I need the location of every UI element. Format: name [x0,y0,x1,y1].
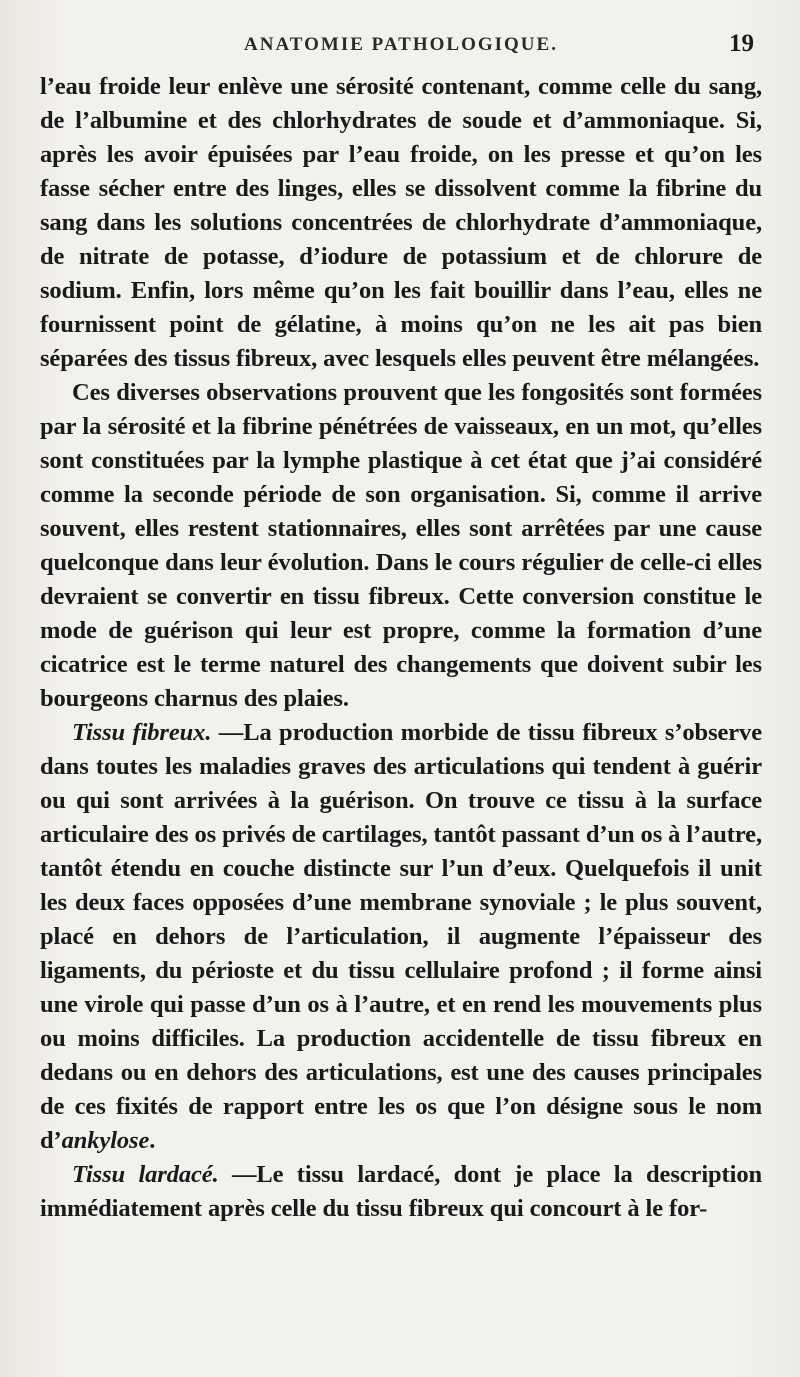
paragraph-text: —La production morbide de tissu fibreux s’observe dans toutes les maladies graves des articulations qui tendent à guérir ou qui sont arrivées à la guérison. On trouve ce tissu à la surface articulaire des os privés de cartilages, tantôt passant d’un os à l’autre, tantôt étendu en couche distincte sur l’un d’eux. Quelquefois il unit les deux faces opposées d’une membrane synoviale ; le plus souvent, placé en dehors de l’articulation, il augmente l’épaisseur des ligaments, du périoste et du tissu cellulaire profond ; il forme ainsi une virole qui passe d’un os à l’autre, et en rend les mouvements plus ou moins difficiles. La production accidentelle de tissu fibreux en dedans ou en dehors des articulations, est une des causes principales de ces fixités de rapport entre les os que l’on désigne sous le nom d’ [40,719,762,1154]
section-heading-tissu-fibreux: Tissu fibreux. [72,719,212,746]
section-heading-tissu-lardace: Tissu lardacé. [72,1161,219,1188]
running-header [40,28,762,68]
paragraph-text-end: . [149,1127,156,1154]
term-ankylose: ankylose [61,1127,150,1154]
paragraph-tissu-fibreux [40,716,762,1158]
body-text [40,70,762,1226]
paragraph-fongosites-observations: Ces diverses observations prouvent que les fongosités sont formées par la sérosité et la fibrine pénétrées de vaisseaux, en un mot, qu’elles sont constituées par la lymphe plastique à cet état que j’ai considéré comme la seconde période de son organisation. Si, comme il arrive souvent, elles restent stationnaires, elles sont arrêtées par une cause quelconque dans leur évolution. Dans le cours régulier de celle-ci elles devraient se convertir en tissu fibreux. Cette conversion constitue le mode de guérison qui leur est propre, comme la formation d’une cicatrice est le terme naturel des changements que doivent subir les bourgeons charnus des plaies. [40,379,762,712]
page-number: 19 [729,30,754,57]
running-title: ANATOMIE PATHOLOGIQUE. [244,34,558,55]
paragraph-fongosites-properties: l’eau froide leur enlève une sérosité contenant, comme celle du sang, de l’albumine et des chlorhydrates de soude et d’ammoniaque. Si, après les avoir épuisées par l’eau froide, on les presse et qu’on les fasse sécher entre des linges, elles se dissolvent comme la fibrine du sang dans les solutions concentrées de chlorhydrate d’ammoniaque, de nitrate de potasse, d’iodure de potassium et de chlorure de sodium. Enfin, lors même qu’on les fait bouillir dans l’eau, elles ne fournissent point de gélatine, à moins qu’on ne les ait pas bien séparées des tissus fibreux, avec lesquels elles peuvent être mélangées. [40,73,762,372]
paragraph-text: —Le tissu lardacé, dont je place la description immédiatement après celle du tissu fibreux qui concourt à le for- [40,1161,762,1222]
paragraph-tissu-lardace [40,1158,762,1226]
